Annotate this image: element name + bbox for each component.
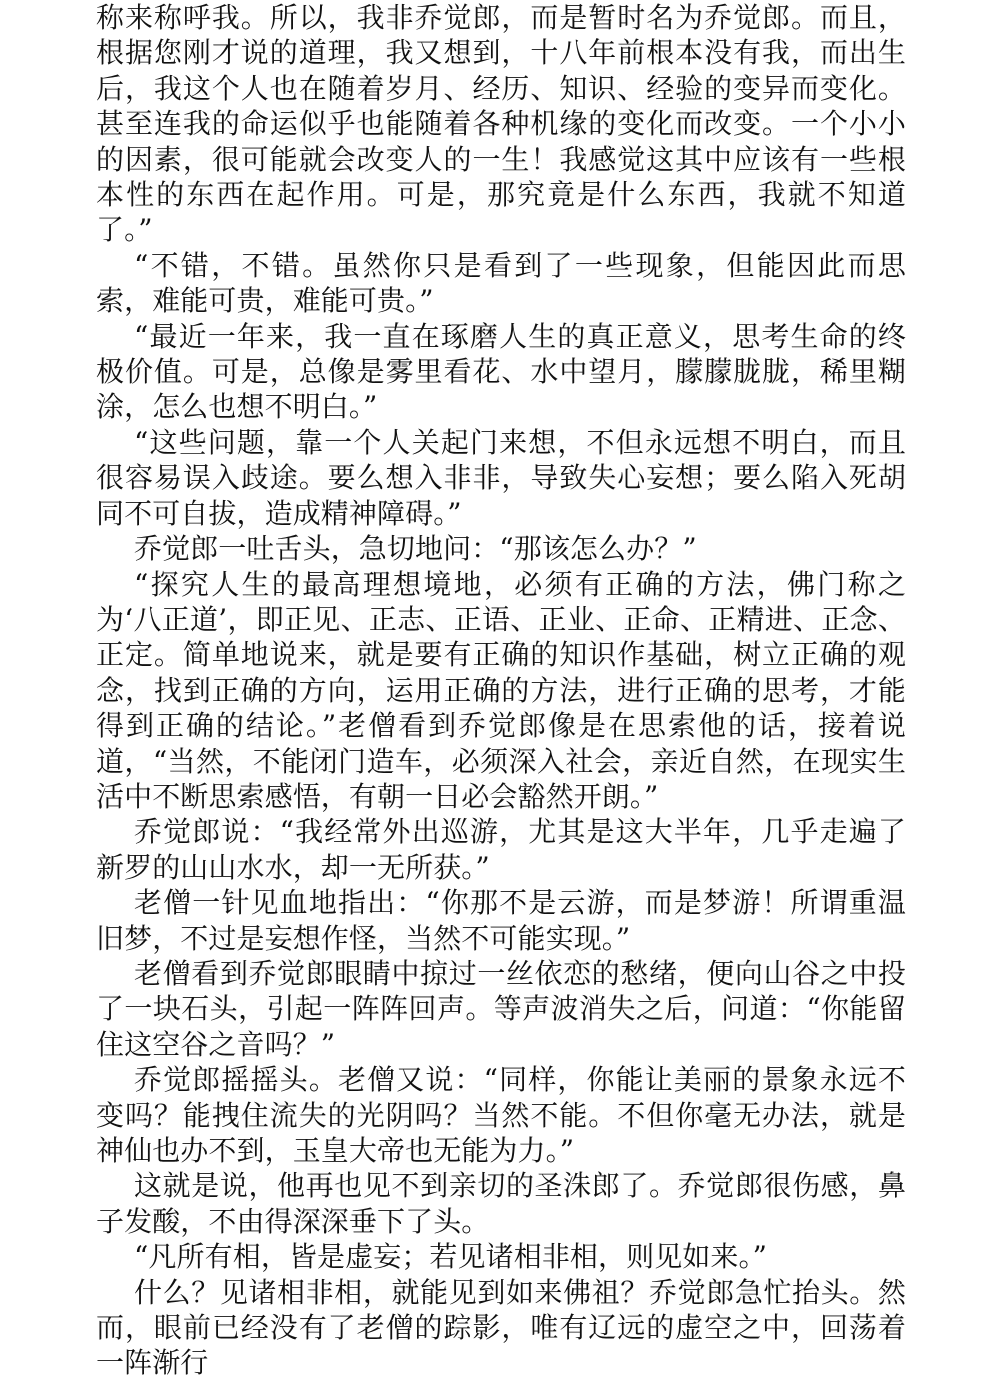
paragraph-1: 称来称呼我。所以，我非乔觉郎，而是暂时名为乔觉郎。而且，根据您刚才说的道理，我又想到，十八年前根本没有我，而出生后，我这个人也在随着岁月、经历、知识、经验的变异而变化。甚至连我的命运似乎也能随着各种机缘的变化而改变。一个小小的因素，很可能就会改变人的一生！我感觉这其中应该有一些根本性的东西在起作用。可是，那究竟是什么东西，我就不知道了。” <box>96 1 906 247</box>
paragraph-13: 什么？见诸相非相，就能见到如来佛祖？乔觉郎急忙抬头。然而，眼前已经没有了老僧的踪影，唯有辽远的虚空之中，回荡着一阵渐行 <box>96 1275 906 1380</box>
document-page <box>96 0 906 1381</box>
paragraph-2: “不错，不错。虽然你只是看到了一些现象，但能因此而思索，难能可贵，难能可贵。” <box>96 248 906 318</box>
paragraph-11: 这就是说，他再也见不到亲切的圣洙郎了。乔觉郎很伤感，鼻子发酸，不由得深深垂下了头。 <box>96 1169 906 1238</box>
paragraph-8: 老僧一针见血地指出：“你那不是云游，而是梦游！所谓重温旧梦，不过是妄想作怪，当然不可能实现。” <box>96 886 906 955</box>
paragraph-4: “这些问题，靠一个人关起门来想，不但永远想不明白，而且很容易误入歧途。要么想入非非，导致失心妄想；要么陷入死胡同不可自拔，造成精神障碍。” <box>96 425 906 530</box>
paragraph-6: “探究人生的最高理想境地，必须有正确的方法，佛门称之为‘八正道’，即正见、正志、正语、正业、正命、正精进、正念、正定。简单地说来，就是要有正确的知识作基础，树立正确的观念，找到正确的方向，运用正确的方法，进行正确的思考，才能得到正确的结论。”老僧看到乔觉郎像是在思索他的话，接着说道，“当然，不能闭门造车，必须深入社会，亲近自然，在现实生活中不断思索感悟，有朝一日必会豁然开朗。” <box>96 567 906 813</box>
paragraph-3: “最近一年来，我一直在琢磨人生的真正意义，思考生命的终极价值。可是，总像是雾里看花、水中望月，朦朦胧胧，稀里糊涂，怎么也想不明白。” <box>96 319 906 424</box>
paragraph-10: 乔觉郎摇摇头。老僧又说：“同样，你能让美丽的景象永远不变吗？能拽住流失的光阴吗？当然不能。不但你毫无办法，就是神仙也办不到，玉皇大帝也无能为力。” <box>96 1063 906 1167</box>
paragraph-5: 乔觉郎一吐舌头，急切地问：“那该怎么办？” <box>134 532 697 566</box>
paragraph-7: 乔觉郎说：“我经常外出巡游，尤其是这大半年，几乎走遍了新罗的山山水水，却一无所获。” <box>96 815 906 884</box>
paragraph-9: 老僧看到乔觉郎眼睛中掠过一丝依恋的愁绪，便向山谷之中投了一块石头，引起一阵阵回声。等声波消失之后，问道：“你能留住这空谷之音吗？” <box>96 956 906 1061</box>
paragraph-12: “凡所有相，皆是虚妄；若见诸相非相，则见如来。” <box>134 1240 768 1274</box>
